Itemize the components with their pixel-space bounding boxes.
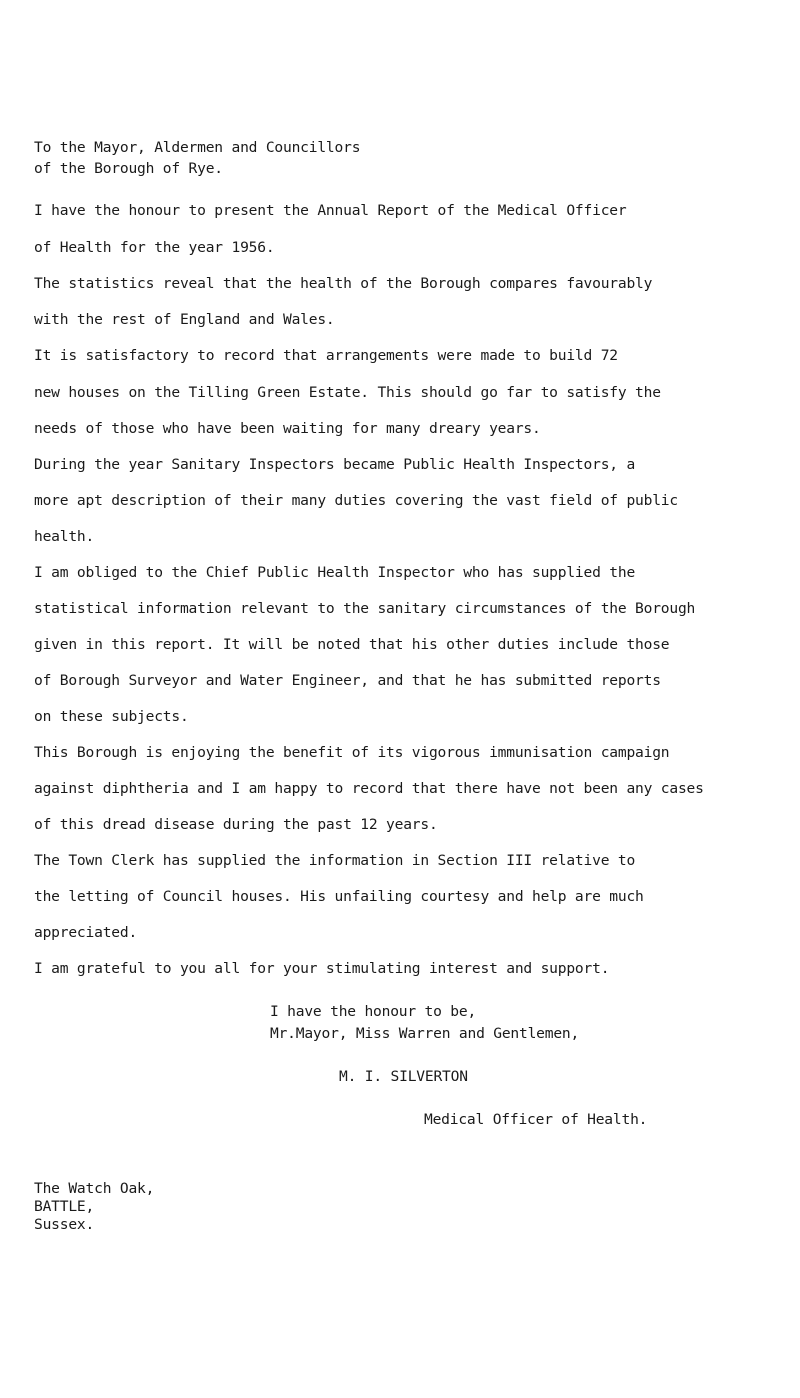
body-line: I am grateful to you all for your stimulating interest and support. <box>34 960 610 977</box>
body-line: I am obliged to the Chief Public Health Inspector who has supplied the <box>34 564 636 581</box>
body-line: The Town Clerk has supplied the information in Section III relative to <box>34 852 636 869</box>
signature-title: Medical Officer of Health. <box>424 1111 648 1128</box>
body-line: I have the honour to present the Annual Report of the Medical Officer <box>34 202 627 219</box>
salutation-line-2: of the Borough of Rye. <box>34 160 223 177</box>
closing-line-2: Mr.Mayor, Miss Warren and Gentlemen, <box>270 1025 580 1042</box>
body-line: health. <box>34 528 95 545</box>
body-line: It is satisfactory to record that arrangements were made to build 72 <box>34 347 618 364</box>
body-line: new houses on the Tilling Green Estate. This should go far to satisfy the <box>34 384 661 401</box>
body-line: This Borough is enjoying the benefit of its vigorous immunisation campaign <box>34 744 670 761</box>
body-line: During the year Sanitary Inspectors became Public Health Inspectors, a <box>34 456 636 473</box>
body-line: of Borough Surveyor and Water Engineer, and that he has submitted reports <box>34 672 661 689</box>
body-line: with the rest of England and Wales. <box>34 311 335 328</box>
body-line: of this dread disease during the past 12 years. <box>34 816 438 833</box>
address-line-2: BATTLE, <box>34 1198 95 1215</box>
body-line: of Health for the year 1956. <box>34 239 275 256</box>
body-line: needs of those who have been waiting for many dreary years. <box>34 420 541 437</box>
address-line-1: The Watch Oak, <box>34 1180 155 1197</box>
body-line: the letting of Council houses. His unfailing courtesy and help are much <box>34 888 644 905</box>
signature-name: M. I. SILVERTON <box>339 1068 468 1085</box>
address-line-3: Sussex. <box>34 1216 95 1233</box>
body-line: on these subjects. <box>34 708 189 725</box>
body-line: The statistics reveal that the health of the Borough compares favourably <box>34 275 653 292</box>
body-line: statistical information relevant to the sanitary circumstances of the Borough <box>34 600 696 617</box>
closing-line-1: I have the honour to be, <box>270 1003 477 1020</box>
body-line: against diphtheria and I am happy to record that there have not been any cases <box>34 780 704 797</box>
body-line: more apt description of their many duties covering the vast field of public <box>34 492 678 509</box>
body-line: given in this report. It will be noted that his other duties include those <box>34 636 670 653</box>
body-line: appreciated. <box>34 924 138 941</box>
salutation-line-1: To the Mayor, Aldermen and Councillors <box>34 139 361 156</box>
